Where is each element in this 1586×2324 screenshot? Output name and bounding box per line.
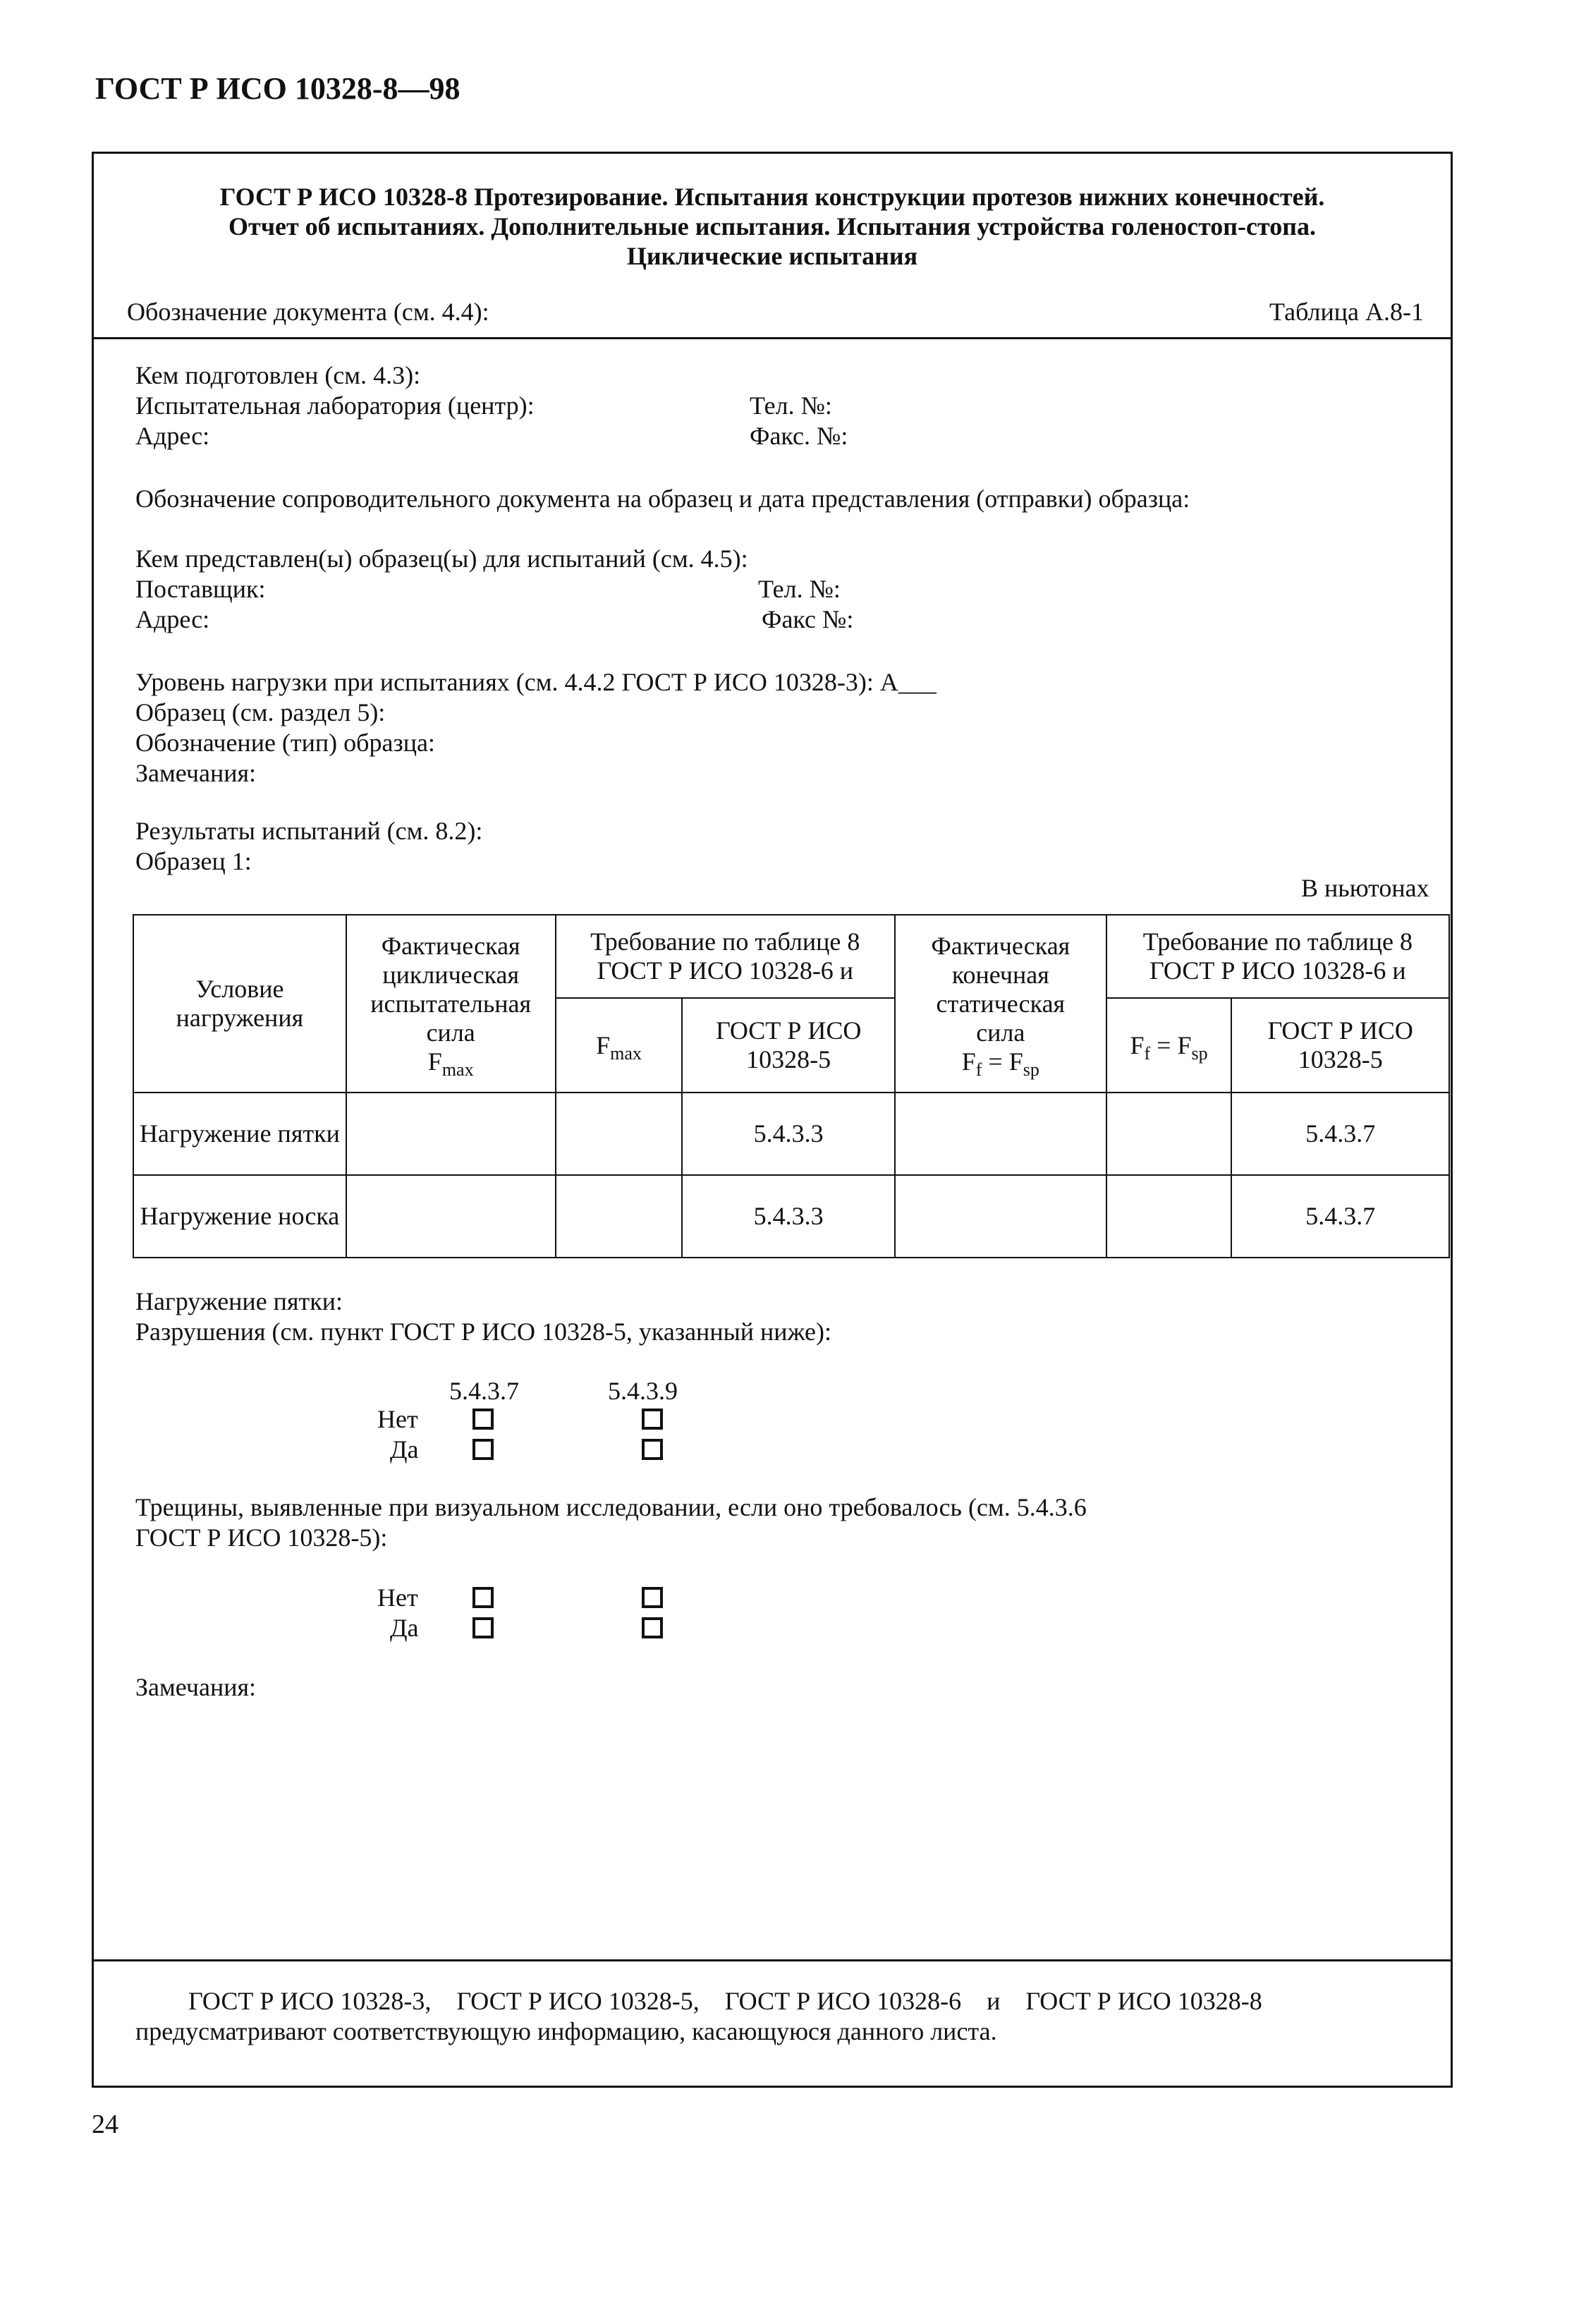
yes-label: Да	[390, 1614, 419, 1642]
checkbox-cracks-b-yes[interactable]	[642, 1617, 663, 1638]
doc-designation-label: Обозначение документа (см. 4.4):	[127, 298, 489, 326]
results-table	[133, 914, 1450, 1258]
header-actual-ff: Фактическая конечная статическая сила $F_f = F_{sp}$	[895, 915, 1106, 1093]
no-label: Нет	[377, 1583, 418, 1612]
checkbox-failure-5437-no[interactable]	[472, 1409, 494, 1430]
row-condition: Нагружение пятки	[133, 1093, 346, 1175]
row-actual-fmax-cell[interactable]	[346, 1175, 556, 1258]
footer-note: предусматривают соответствующую информацию, касающуюся данного листа.	[135, 2017, 997, 2045]
footer-standards: ГОСТ Р ИСО 10328-3, ГОСТ Р ИСО 10328-5, ГОСТ Р ИСО 10328-6 и ГОСТ Р ИСО 10328-8	[188, 1987, 1262, 2015]
heel-loading-label: Нагружение пятки:	[135, 1287, 343, 1315]
table-reference: Таблица А.8-1	[1269, 298, 1424, 326]
form-title-line: ГОСТ Р ИСО 10328-8 Протезирование. Испытания конструкции протезов нижних конечностей.	[219, 183, 1325, 211]
row-actual-ff-cell[interactable]	[895, 1093, 1106, 1175]
prepared-by-label: Кем подготовлен (см. 4.3):	[135, 361, 421, 389]
lab-label: Испытательная лаборатория (центр):	[135, 391, 535, 420]
units-label: В ньютонах	[1301, 874, 1429, 902]
supplier-label: Поставщик:	[135, 575, 266, 603]
form-title-line: Отчет об испытаниях. Дополнительные испытания. Испытания устройства голеностоп-стопа.	[228, 212, 1316, 241]
row-gost5-ff: 5.4.3.7	[1231, 1093, 1449, 1175]
form-title-line: Циклические испытания	[626, 242, 918, 270]
load-level-label: Уровень нагрузки при испытаниях (см. 4.4.2 ГОСТ Р ИСО 10328-3): А___	[135, 668, 937, 696]
divider	[92, 1959, 1453, 1961]
checkbox-cracks-a-no[interactable]	[472, 1587, 494, 1608]
remarks-label: Замечания:	[135, 759, 257, 787]
supplier-tel-label: Тел. №:	[758, 575, 841, 603]
accompanying-doc-label: Обозначение сопроводительного документа на образец и дата представления (отправки) образца:	[135, 485, 1190, 513]
cracks-label-line2: ГОСТ Р ИСО 10328-5):	[135, 1523, 388, 1552]
clause-col-a: 5.4.3.7	[449, 1377, 519, 1405]
failures-label: Разрушения (см. пункт ГОСТ Р ИСО 10328-5, указанный ниже):	[135, 1318, 831, 1346]
page-number: 24	[92, 2110, 118, 2139]
lab-address-label: Адрес:	[135, 422, 210, 450]
table-row	[133, 1093, 1449, 1175]
specimen-label: Образец (см. раздел 5):	[135, 698, 386, 726]
table-row	[133, 1175, 1449, 1258]
header-requirement-ff: Требование по таблице 8 ГОСТ Р ИСО 10328-6 и	[1106, 915, 1449, 998]
row-gost5-ff: 5.4.3.7	[1231, 1175, 1449, 1258]
lab-fax-label: Факс. №:	[750, 422, 848, 450]
clause-col-b: 5.4.3.9	[608, 1377, 678, 1405]
row-fmax-cell[interactable]	[556, 1093, 683, 1175]
lab-tel-label: Тел. №:	[750, 391, 832, 420]
row-gost5-fmax: 5.4.3.3	[682, 1093, 895, 1175]
remarks-label: Замечания:	[135, 1673, 257, 1701]
header-actual-fmax: Фактическая циклическая испытательная сила $F_{max}$	[346, 915, 556, 1093]
specimen-type-label: Обозначение (тип) образца:	[135, 729, 435, 757]
submitted-by-label: Кем представлен(ы) образец(ы) для испытаний (см. 4.5):	[135, 545, 748, 573]
header-condition: Условие нагружения	[133, 915, 346, 1093]
supplier-address-label: Адрес:	[135, 605, 210, 633]
row-actual-fmax-cell[interactable]	[346, 1093, 556, 1175]
supplier-fax-label: Факс №:	[762, 605, 854, 633]
checkbox-failure-5439-yes[interactable]	[642, 1439, 663, 1460]
row-fmax-cell[interactable]	[556, 1175, 683, 1258]
divider	[92, 337, 1453, 339]
no-label: Нет	[377, 1405, 418, 1433]
header-gost5-ff: ГОСТ Р ИСО 10328-5	[1231, 998, 1449, 1093]
yes-label: Да	[390, 1435, 419, 1464]
row-ff-cell[interactable]	[1106, 1093, 1232, 1175]
checkbox-failure-5437-yes[interactable]	[472, 1439, 494, 1460]
row-ff-cell[interactable]	[1106, 1175, 1232, 1258]
specimen1-label: Образец 1:	[135, 847, 252, 875]
form-title	[92, 182, 1453, 271]
header-requirement-fmax: Требование по таблице 8 ГОСТ Р ИСО 10328-6 и	[556, 915, 895, 998]
checkbox-cracks-a-yes[interactable]	[472, 1617, 494, 1638]
header-ff: $F_f = F_{sp}$	[1106, 998, 1232, 1093]
header-gost5-fmax: ГОСТ Р ИСО 10328-5	[682, 998, 895, 1093]
document-code-header: ГОСТ Р ИСО 10328-8—98	[95, 71, 460, 106]
header-fmax: $F_{max}$	[556, 998, 683, 1093]
checkbox-cracks-b-no[interactable]	[642, 1587, 663, 1608]
results-label: Результаты испытаний (см. 8.2):	[135, 817, 483, 845]
row-gost5-fmax: 5.4.3.3	[682, 1175, 895, 1258]
checkbox-failure-5439-no[interactable]	[642, 1409, 663, 1430]
cracks-label-line1: Трещины, выявленные при визуальном исследовании, если оно требовалось (см. 5.4.3.6	[135, 1493, 1087, 1521]
row-actual-ff-cell[interactable]	[895, 1175, 1106, 1258]
row-condition: Нагружение носка	[133, 1175, 346, 1258]
